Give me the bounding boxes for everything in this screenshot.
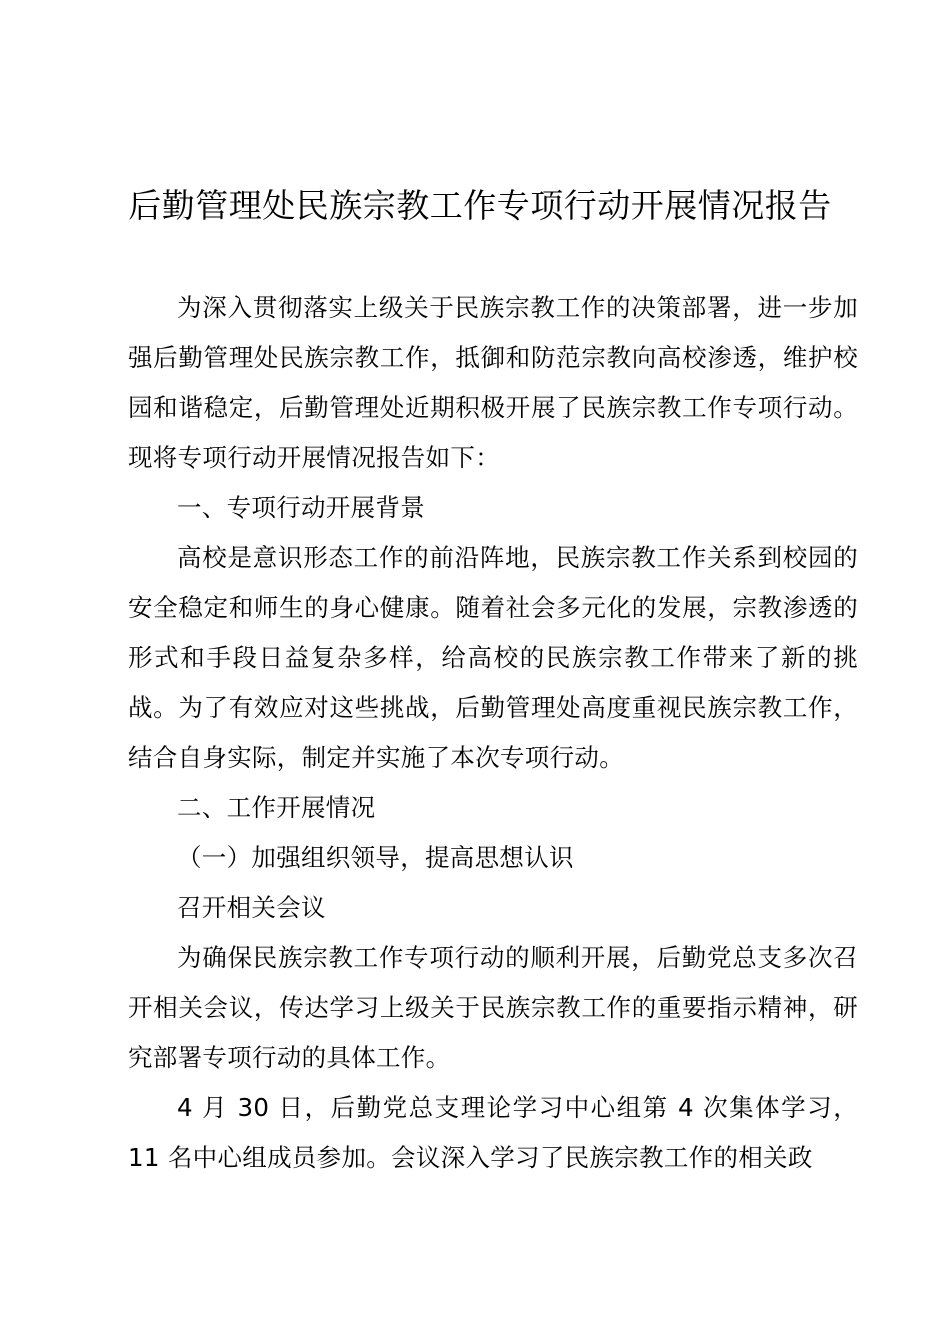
intro-paragraph: 为深入贯彻落实上级关于民族宗教工作的决策部署，进一步加强后勤管理处民族宗教工作，抵御和防范宗教向高校渗透，维护校园和谐稳定，后勤管理处近期积极开展了民族宗教工作专项行动。现将专项行动开展情况报告如下： <box>128 293 858 472</box>
meetings-paragraph: 为确保民族宗教工作专项行动的顺利开展，后勤党总支多次召开相关会议，传达学习上级关于民族宗教工作的重要指示精神，研究部署专项行动的具体工作。 <box>128 943 858 1072</box>
item-heading-meetings: 召开相关会议 <box>177 893 326 922</box>
document-title: 后勤管理处民族宗教工作专项行动开展情况报告 <box>128 186 832 225</box>
section-heading-work: 二、工作开展情况 <box>177 793 376 822</box>
section-heading-background: 一、专项行动开展背景 <box>177 493 425 522</box>
background-paragraph: 高校是意识形态工作的前沿阵地，民族宗教工作关系到校园的安全稳定和师生的身心健康。随着社会多元化的发展，宗教渗透的形式和手段日益复杂多样，给高校的民族宗教工作带来了新的挑战。为了有效应对这些挑战，后勤管理处高度重视民族宗教工作，结合自身实际，制定并实施了本次专项行动。 <box>128 543 858 772</box>
document-body <box>128 283 858 1183</box>
study-session-paragraph: 4 月 30 日，后勤党总支理论学习中心组第 4 次集体学习，11 名中心组成员参加。会议深入学习了民族宗教工作的相关政 <box>128 1093 858 1172</box>
subsection-heading-leadership: （一）加强组织领导，提高思想认识 <box>177 843 574 872</box>
